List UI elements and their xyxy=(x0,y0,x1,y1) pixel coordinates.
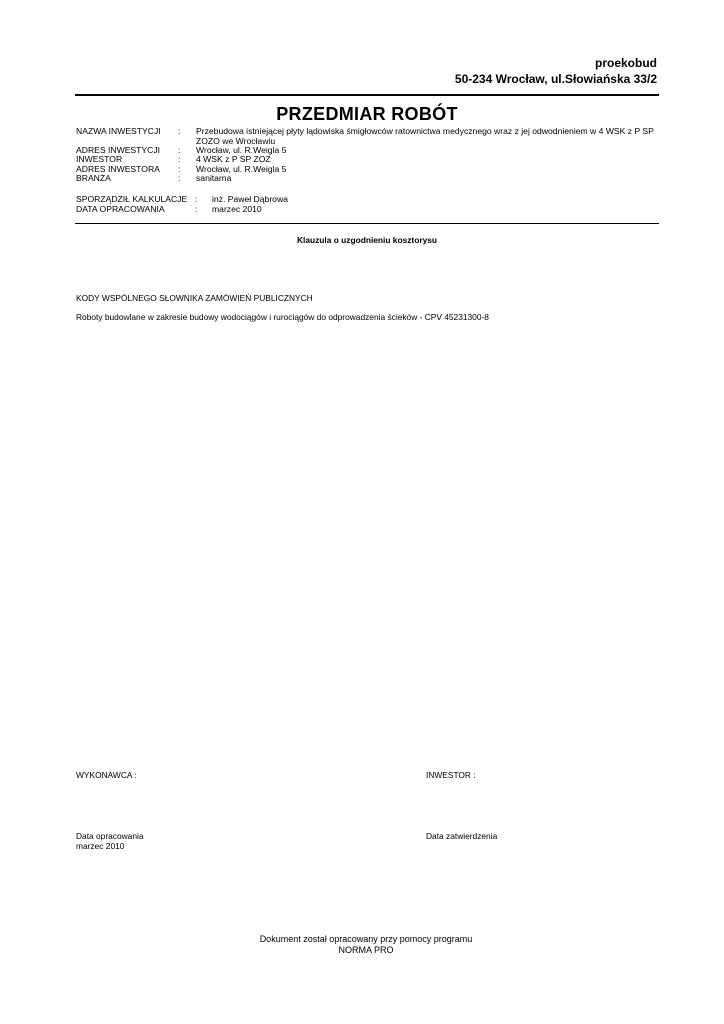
info-label: ADRES INWESTORA xyxy=(76,164,160,174)
clause-title: Klauzula o uzgodnieniu kosztorysu xyxy=(296,235,438,245)
info-value: Wrocław, ul. R.Weigla 5 xyxy=(196,145,287,155)
info-value: 4 WSK z P SP ZOZ xyxy=(196,154,271,164)
info-value: sanitarna xyxy=(196,173,232,183)
info-colon: : xyxy=(178,173,181,183)
header-divider xyxy=(75,94,659,96)
info-label: ADRES INWESTYCJI xyxy=(76,145,161,155)
info-value: inż. Paweł Dąbrowa xyxy=(212,194,288,204)
info-colon: : xyxy=(195,204,198,214)
prep-date-value: marzec 2010 xyxy=(76,841,125,851)
approval-date-label: Data zatwierdzenia xyxy=(426,831,498,841)
prep-date-label: Data opracowania xyxy=(76,831,144,841)
company-name: proekobud xyxy=(595,56,657,70)
info-value: marzec 2010 xyxy=(212,204,262,214)
info-value: Wrocław, ul. R.Weigla 5 xyxy=(196,164,287,174)
cpv-description: Roboty budowlane w zakresie budowy wodociągów i rurociągów do odprowadzenia ścieków - CPV 45231300-8 xyxy=(76,312,489,322)
info-colon: : xyxy=(178,154,181,164)
info-colon: : xyxy=(178,145,181,155)
info-label: SPORZĄDZIŁ KALKULACJE xyxy=(76,194,188,204)
company-address: 50-234 Wrocław, ul.Słowiańska 33/2 xyxy=(454,72,657,86)
info-label: NAZWA INWESTYCJI xyxy=(76,126,161,136)
info-colon: : xyxy=(195,194,198,204)
footer-line-1: Dokument został opracowany przy pomocy programu xyxy=(259,934,473,944)
contractor-label: WYKONAWCA : xyxy=(76,770,137,780)
cpv-heading: KODY WSPÓLNEGO SŁOWNIKA ZAMÓWIEŃ PUBLICZNYCH xyxy=(76,293,313,303)
investor-label: INWESTOR : xyxy=(426,770,476,780)
footer-line-2: NORMA PRO xyxy=(338,945,394,955)
info-colon: : xyxy=(178,126,181,136)
info-value: Przebudowa istniejącej płyty lądowiska śmigłowców ratownictwa medycznego wraz z jej odwodnieniem w 4 WSK z P SP ZOZO we Wrocławiu xyxy=(196,126,654,146)
info-colon: : xyxy=(178,164,181,174)
info-label: BRANŻA xyxy=(76,173,111,183)
page-title: PRZEDMIAR ROBÓT xyxy=(276,104,458,124)
info-label: DATA OPRACOWANIA xyxy=(76,204,165,214)
info-divider xyxy=(75,223,659,224)
info-label: INWESTOR xyxy=(76,154,123,164)
